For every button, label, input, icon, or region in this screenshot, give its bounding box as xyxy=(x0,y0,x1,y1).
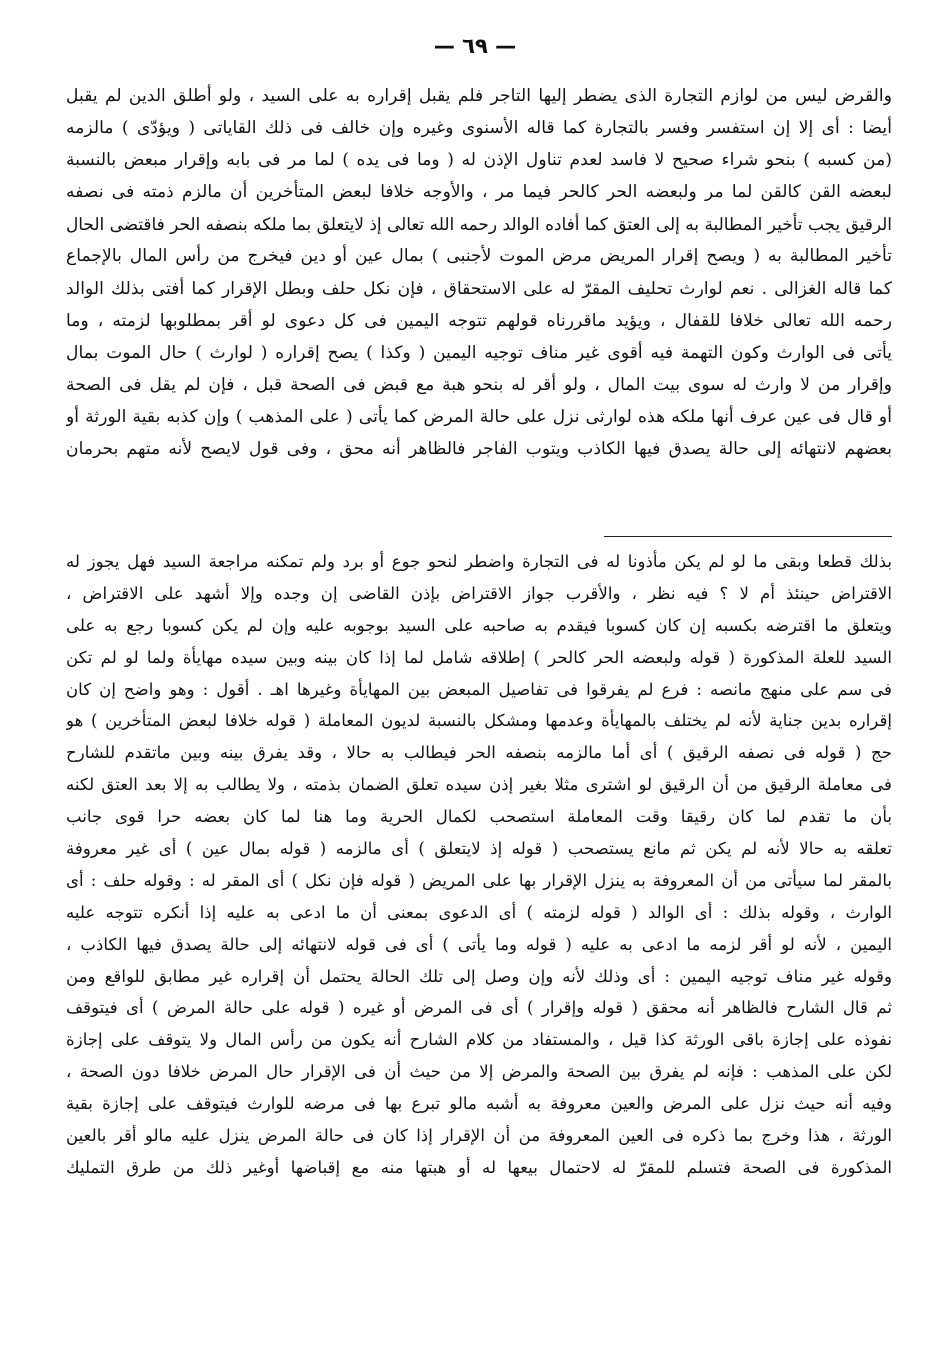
footnote-line: وقوله غير مناف توجيه اليمين : أى وذلك لأنه وإن وصل إلى تلك الحالة يحتمل أن إقراره غير مطابق للواقع ومن xyxy=(66,966,892,986)
main-text-line: (من كسبه ) بنحو شراء صحيح لا فاسد لعدم تناول الإذن له ( وما فى يده ) لما مر فى بابه وإقرار مبعض بالنسبة xyxy=(66,150,892,171)
main-text-line: أو قال فى عين عرف أنها ملكه هذه لوارثى نزل على حالة المرض كما يأتى ( على المذهب ) وإن كذبه بقية الورثة أو xyxy=(66,406,892,427)
footnote-line: حج ( قوله فى نصفه الرقيق ) أى أما مالزمه بنصفه الحر فيطالب به حالا ، وقد يفرق بينه وبين ماتقدم للشارح xyxy=(66,743,892,763)
footnote-line: بالمقر لما سيأتى من أن المعروفة به ينزل الإقرار بها على المريض ( قوله فإن نكل ) أى المقر له : وقوله حلف : أى xyxy=(66,870,892,890)
main-text-line: والقرض ليس من لوازم التجارة الذى يضطر إليها التاجر فلم يقبل إقراره به على السيد ، ولو أطلق الدين لم يقبل xyxy=(66,86,892,106)
footnote-line: الورثة ، هذا وخرج بما ذكره فى العين المعروفة من أن الإقرار إذا كان فى حالة المرض ينزل عليه مالو أقر بالعين xyxy=(66,1126,892,1146)
page-number: — ٦٩ — xyxy=(433,34,517,58)
footnote-text xyxy=(66,546,892,1184)
footnote-line: الاقتراض حينئذ أم لا ؟ فيه نظر ، والأقرب جواز الاقتراض بإذن القاضى إن وجده وإلا أشهد على الاقتراض ، xyxy=(66,583,892,603)
footnote-line: وفيه أنه حيث نزل على المرض والعين معروفة به أشبه مالو تبرع بها فى مرضه للوارث فيتوقف على إجازة بقية xyxy=(66,1094,892,1114)
main-text-line: رحمه الله تعالى خلافا للقفال ، ويؤيد ماقررناه قولهم تتوجه اليمين فى كل دعوى لو أقر بمطلوبها لزمته ، وما xyxy=(66,310,892,331)
main-text-line: بعضهم لانتهائه إلى حالة يصدق فيها الكاذب ويتوب الفاجر فالظاهر أنه محق ، وفى قول لايصح لأنه متهم بحرمان xyxy=(66,439,892,460)
footnote-line: لكن على المذهب : فإنه لم يفرق بين الصحة والمرض إلا من حيث أن فى الإقرار حال المرض خلافا دون الصحة ، xyxy=(66,1062,892,1082)
main-text-line: يأتى فى الوارث وكون التهمة فيه أقوى غير مناف توجيه اليمين ( وكذا ) يصح إقراره ( لوارث ) حال الموت بمال xyxy=(66,342,892,363)
footnote-line: بذلك قطعا وبقى ما لو لم يكن مأذونا له فى التجارة واضطر لنحو جوع أو برد ولم تمكنه مراجعة السيد فهل يجوز له xyxy=(66,552,892,571)
footnote-line: إقراره بدين جناية لأنه لم يختلف بالمهايأة وعدمها ومشكل بالنسبة لديون المعاملة ( قوله خلافا لبعض المتأخرين ) هو xyxy=(66,711,892,731)
main-text-line: لبعضه القن كالقن لما مر ولبعضه الحر كالحر فيما مر ، والأوجه خلافا لبعض المتأخرين أن مالزم ذمته فى نصفه xyxy=(66,182,892,203)
footnote-line: السيد للعلة المذكورة ( قوله ولبعضه الحر كالحر ) إطلاقه شامل لما إذا كان بينه وبين سيده مهايأة ولما لو لم تكن xyxy=(66,647,892,667)
footnote-separator xyxy=(604,536,892,537)
footnote-line: بأن ما تقدم لما كان رقيقا وقت المعاملة استصحب لكمال الحرية وما هنا لما كان بعضه حرا قوى جانب xyxy=(66,807,892,827)
main-text-line: تأخير المطالبة به ( ويصح إقرار المريض مرض الموت لأجنبى ) بمال عين أو دين فيخرج من رأس المال بالإجماع xyxy=(66,246,892,267)
footnote-line: ويتعلق ما اقترضه بكسبه إن كان كسوبا فيقدم به صاحبه على السيد بوجوبه عليه وإن لم يكن كسوبا رجع به على xyxy=(66,615,892,635)
main-text xyxy=(66,80,892,465)
main-text-line: وإقرار من لا وارث له سوى بيت المال ، ولو أقر له بنحو هبة مع قبض فى الصحة قبل ، فإن لم يقل فى الصحة xyxy=(66,374,892,395)
main-text-line: كما قاله الغزالى . نعم لوارث تحليف المقرّ له على الاستحقاق ، فإن نكل حلف وبطل الإقرار كما أفتى بذلك الوالد xyxy=(66,278,892,299)
footnote-line: فى معاملة الرقيق من أن الرقيق لو اشترى مثلا بغير إذن سيده تعلق الضمان بذمته ، ولا يطالب به إلا بعد العتق لكنه xyxy=(66,775,892,795)
main-text-line: أيضا : أى إلا إن استفسر وفسر بالتجارة كما قاله الأسنوى وغيره وإن خالف فى ذلك القاياتى ( ويؤدّى ) مالزمه xyxy=(66,118,892,139)
footnote-line: تعلقه به حالا لأنه لم يكن ثم مانع يستصحب ( قوله إذ لايتعلق ) أى مالزمه ( قوله بمال عين ) أى غير معروفة xyxy=(66,839,892,859)
footnote-line: نفوذه على إجازة باقى الورثة كذا قيل ، والمستفاد من كلام الشارح أنه يكون من رأس المال ولا يتوقف على إجازة xyxy=(66,1030,892,1050)
footnote-line: الوارث ، وقوله بذلك : أى الوالد ( قوله لزمته ) أى الدعوى بمعنى أن ما ادعى به عليه إذا أنكره تتوجه عليه xyxy=(66,902,892,922)
footnote-line: المذكورة فى الصحة فتسلم للمقرّ له لاحتمال بيعها له أو هبتها منه مع إقباضها أوغير ذلك من طرق التمليك xyxy=(66,1157,892,1177)
footnote-line: ثم قال الشارح فالظاهر أنه محقق ( قوله وإقرار ) أى فى المرض أو غيره ( قوله على حالة المرض ) أى فيتوقف xyxy=(66,998,892,1018)
footnote-line: اليمين ، لأنه لو أقر لزمه ما ادعى به عليه ( قوله وما يأتى ) أى فى قوله لانتهائه إلى حالة يصدق فيها الكاذب ، xyxy=(66,934,892,954)
main-text-line: الرقيق يجب تأخير المطالبة به إلى العتق كما أفاده الوالد رحمه الله تعالى إذ لايتعلق بما ملكه بنصفه الحر فاقتضى الحال xyxy=(66,214,892,235)
footnote-line: فى سم على منهج مانصه : فرع لم يفرقوا فى تفاصيل المبعض بين المهايأة وغيرها اهـ . أقول : وهو واضح إن كان xyxy=(66,679,892,699)
